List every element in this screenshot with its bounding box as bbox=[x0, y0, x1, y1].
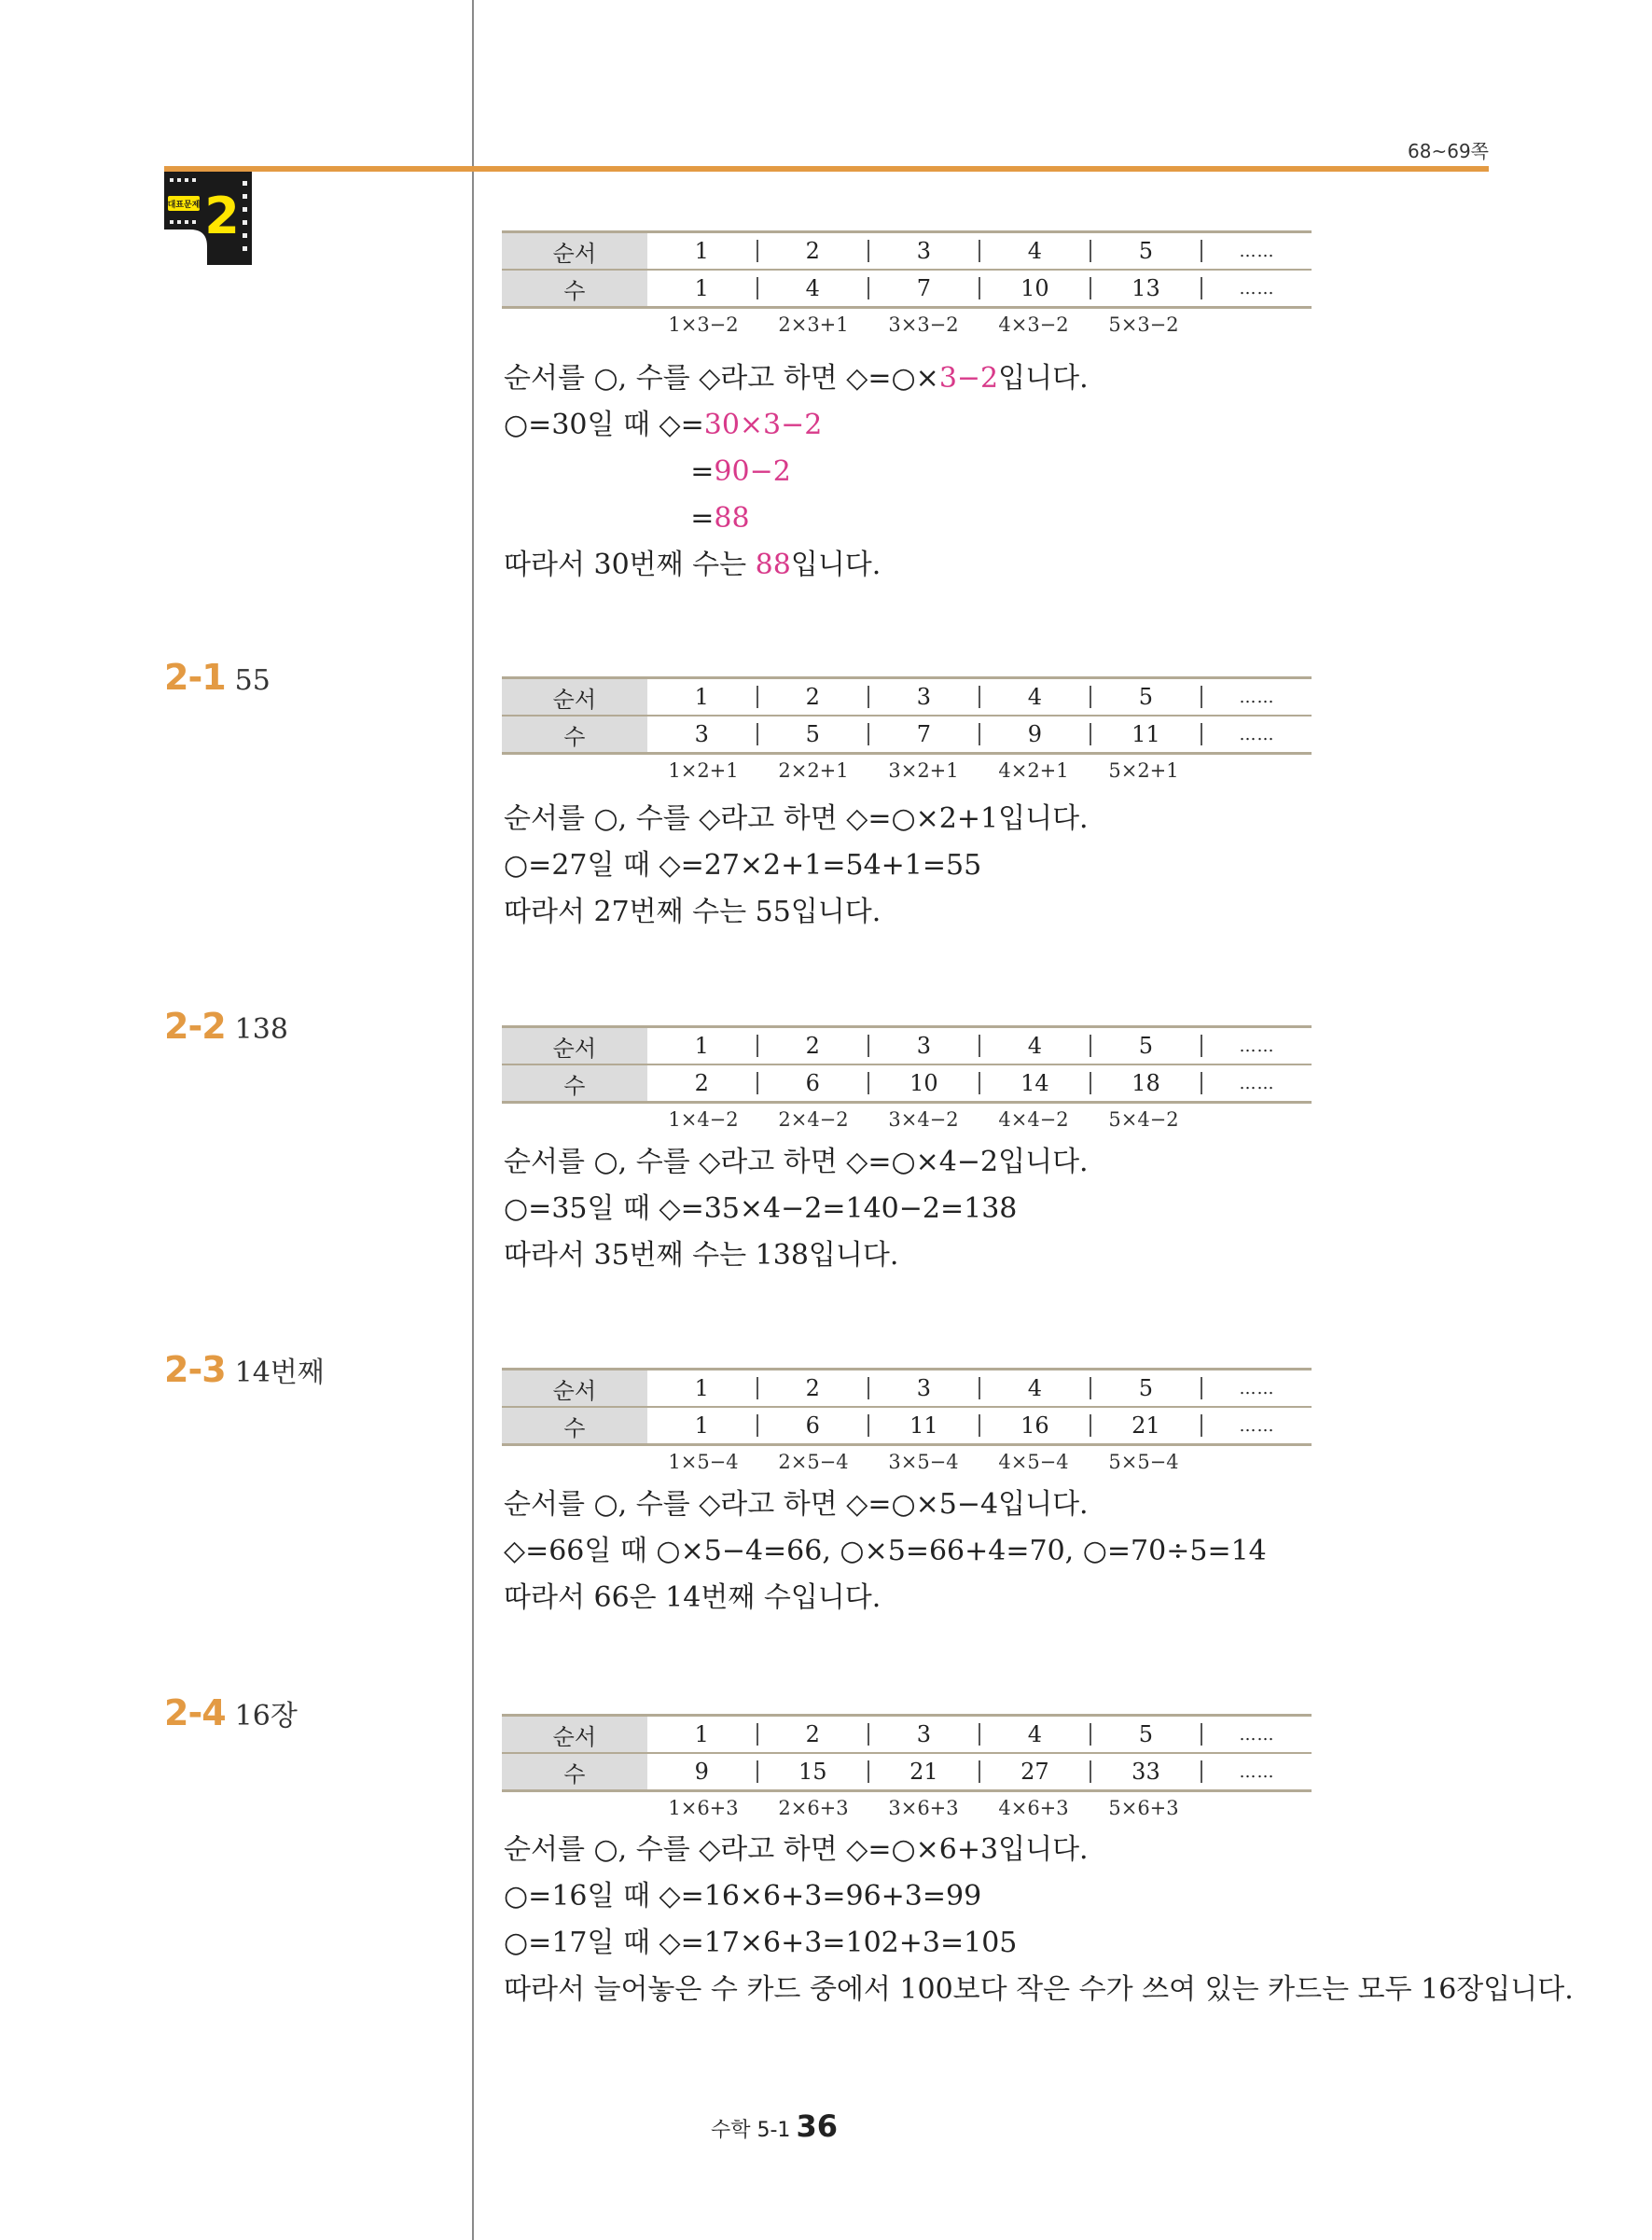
solution-text bbox=[504, 796, 1089, 936]
order-cell: 3 bbox=[869, 686, 980, 708]
solution-line: 순서를 ○, 수를 ◇라고 하면 ◇=○×5−4입니다. bbox=[504, 1488, 1089, 1521]
solution-text bbox=[504, 1482, 1267, 1621]
order-cell: 2 bbox=[758, 1723, 869, 1746]
expression: 2×6+3 bbox=[778, 1797, 849, 1819]
order-cell: 2 bbox=[758, 240, 869, 262]
order-cell: 3 bbox=[869, 240, 980, 262]
solution-line: 순서를 ○, 수를 ◇라고 하면 ◇=○×2+1입니다. bbox=[504, 802, 1089, 835]
subject-label: 수학 5-1 bbox=[711, 2119, 791, 2142]
order-header: 순서 bbox=[502, 679, 647, 715]
problem-label bbox=[164, 1692, 298, 1733]
ellipsis: …… bbox=[1239, 1073, 1275, 1093]
number-cell: 3 bbox=[647, 723, 758, 745]
order-header: 순서 bbox=[502, 1370, 647, 1406]
expression: 1×5−4 bbox=[668, 1451, 739, 1473]
expression: 2×2+1 bbox=[778, 759, 849, 782]
solution-line: 순서를 ○, 수를 ◇라고 하면 ◇=○×4−2입니다. bbox=[504, 1146, 1089, 1178]
number-cell: 15 bbox=[758, 1760, 869, 1783]
order-cell: 5 bbox=[1091, 1723, 1202, 1746]
expression: 3×3−2 bbox=[888, 313, 959, 336]
representative-problem-badge bbox=[164, 172, 252, 265]
answer: 14번째 bbox=[234, 1357, 325, 1389]
number-cell: 11 bbox=[1091, 723, 1202, 745]
order-header: 순서 bbox=[502, 1717, 647, 1752]
order-cell: 3 bbox=[869, 1723, 980, 1746]
solution-line: ○=16일 때 ◇=16×6+3=96+3=99 bbox=[504, 1880, 982, 1913]
expression: 5×6+3 bbox=[1108, 1797, 1179, 1819]
order-cell: 5 bbox=[1091, 1035, 1202, 1057]
number-cell: 7 bbox=[869, 723, 980, 745]
expression-row bbox=[502, 755, 1312, 786]
answer: 138 bbox=[234, 1013, 288, 1046]
solution-line: ◇=66일 때 ○×5−4=66, ○×5=66+4=70, ○=70÷5=14 bbox=[504, 1535, 1267, 1567]
ellipsis: …… bbox=[1239, 241, 1275, 261]
order-cell: 1 bbox=[647, 1377, 758, 1399]
badge-label: 대표문제 bbox=[167, 201, 201, 210]
expression: 2×4−2 bbox=[778, 1108, 849, 1131]
solution-text bbox=[504, 1827, 1574, 2013]
expression: 2×5−4 bbox=[778, 1451, 849, 1473]
order-cell: 5 bbox=[1091, 686, 1202, 708]
solution-line: 따라서 늘어놓은 수 카드 중에서 100보다 작은 수가 쓰여 있는 카드는 모두 16장입니다. bbox=[504, 1973, 1574, 2006]
problem-label bbox=[164, 1349, 325, 1390]
expression-row bbox=[502, 309, 1312, 341]
problem-number: 2-4 bbox=[164, 1692, 226, 1733]
solution-line: =90−2 bbox=[504, 455, 791, 488]
problem-label bbox=[164, 1006, 288, 1047]
expression: 4×6+3 bbox=[998, 1797, 1069, 1819]
ellipsis: …… bbox=[1239, 687, 1275, 707]
solution-text bbox=[504, 355, 1089, 589]
number-cell: 11 bbox=[869, 1414, 980, 1437]
ellipsis: …… bbox=[1239, 1761, 1275, 1782]
ellipsis: …… bbox=[1239, 1036, 1275, 1056]
sequence-table bbox=[502, 1714, 1312, 1824]
order-cell: 5 bbox=[1091, 240, 1202, 262]
badge-number: 2 bbox=[204, 187, 240, 245]
order-cell: 4 bbox=[980, 1377, 1091, 1399]
number-header: 수 bbox=[502, 1065, 647, 1101]
expression: 4×3−2 bbox=[998, 313, 1069, 336]
number-cell: 1 bbox=[647, 1414, 758, 1437]
solution-text bbox=[504, 1139, 1089, 1279]
header-rule bbox=[164, 166, 1489, 172]
order-cell: 4 bbox=[980, 1035, 1091, 1057]
problem-number: 2-3 bbox=[164, 1349, 226, 1390]
number-cell: 10 bbox=[980, 277, 1091, 299]
order-cell: 3 bbox=[869, 1035, 980, 1057]
page-reference: 68~69쪽 bbox=[1408, 140, 1489, 162]
order-cell: 4 bbox=[980, 1723, 1091, 1746]
order-cell: 2 bbox=[758, 686, 869, 708]
order-cell: 1 bbox=[647, 1723, 758, 1746]
center-divider bbox=[472, 0, 474, 2240]
sequence-table bbox=[502, 676, 1312, 786]
expression: 3×2+1 bbox=[888, 759, 959, 782]
expression: 4×5−4 bbox=[998, 1451, 1069, 1473]
solution-line: 따라서 27번째 수는 55입니다. bbox=[504, 896, 882, 928]
expression: 3×5−4 bbox=[888, 1451, 959, 1473]
answer: 16장 bbox=[234, 1700, 298, 1732]
order-header: 순서 bbox=[502, 233, 647, 269]
number-cell: 10 bbox=[869, 1072, 980, 1094]
number-cell: 9 bbox=[647, 1760, 758, 1783]
solution-line: 순서를 ○, 수를 ◇라고 하면 ◇=○×6+3입니다. bbox=[504, 1833, 1089, 1866]
problem-label bbox=[164, 657, 271, 698]
ellipsis: …… bbox=[1239, 278, 1275, 299]
solution-line: 따라서 30번째 수는 88입니다. bbox=[504, 549, 882, 581]
expression-row bbox=[502, 1446, 1312, 1478]
order-cell: 2 bbox=[758, 1377, 869, 1399]
order-cell: 4 bbox=[980, 240, 1091, 262]
number-cell: 21 bbox=[869, 1760, 980, 1783]
expression: 1×3−2 bbox=[668, 313, 739, 336]
expression: 5×3−2 bbox=[1108, 313, 1179, 336]
page-footer bbox=[711, 2108, 838, 2144]
ellipsis: …… bbox=[1239, 1724, 1275, 1745]
expression: 5×2+1 bbox=[1108, 759, 1179, 782]
expression: 2×3+1 bbox=[778, 313, 849, 336]
solution-line: =88 bbox=[504, 502, 750, 535]
solution-line: ○=17일 때 ◇=17×6+3=102+3=105 bbox=[504, 1927, 1018, 1959]
solution-line: 따라서 66은 14번째 수입니다. bbox=[504, 1581, 882, 1614]
solution-line: ○=35일 때 ◇=35×4−2=140−2=138 bbox=[504, 1192, 1018, 1225]
number-cell: 27 bbox=[980, 1760, 1091, 1783]
number-header: 수 bbox=[502, 1408, 647, 1443]
expression: 1×4−2 bbox=[668, 1108, 739, 1131]
order-cell: 3 bbox=[869, 1377, 980, 1399]
sequence-table bbox=[502, 1368, 1312, 1478]
order-header: 순서 bbox=[502, 1028, 647, 1064]
number-cell: 7 bbox=[869, 277, 980, 299]
number-cell: 18 bbox=[1091, 1072, 1202, 1094]
number-cell: 5 bbox=[758, 723, 869, 745]
number-cell: 2 bbox=[647, 1072, 758, 1094]
order-cell: 1 bbox=[647, 1035, 758, 1057]
order-cell: 4 bbox=[980, 686, 1091, 708]
expression: 4×2+1 bbox=[998, 759, 1069, 782]
expression-row bbox=[502, 1792, 1312, 1824]
expression: 5×4−2 bbox=[1108, 1108, 1179, 1131]
expression: 3×6+3 bbox=[888, 1797, 959, 1819]
number-cell: 6 bbox=[758, 1072, 869, 1094]
number-cell: 6 bbox=[758, 1414, 869, 1437]
expression: 1×6+3 bbox=[668, 1797, 739, 1819]
number-cell: 21 bbox=[1091, 1414, 1202, 1437]
sequence-table bbox=[502, 1025, 1312, 1135]
number-header: 수 bbox=[502, 271, 647, 306]
page-number: 36 bbox=[796, 2108, 838, 2144]
number-cell: 33 bbox=[1091, 1760, 1202, 1783]
solution-line: ○=30일 때 ◇=30×3−2 bbox=[504, 409, 823, 441]
number-header: 수 bbox=[502, 1754, 647, 1789]
order-cell: 2 bbox=[758, 1035, 869, 1057]
ellipsis: …… bbox=[1239, 1415, 1275, 1436]
answer: 55 bbox=[234, 664, 271, 697]
number-cell: 1 bbox=[647, 277, 758, 299]
order-cell: 1 bbox=[647, 686, 758, 708]
problem-number: 2-2 bbox=[164, 1006, 226, 1047]
solution-line: 따라서 35번째 수는 138입니다. bbox=[504, 1239, 899, 1272]
number-cell: 9 bbox=[980, 723, 1091, 745]
number-cell: 13 bbox=[1091, 277, 1202, 299]
number-header: 수 bbox=[502, 717, 647, 752]
expression-row bbox=[502, 1104, 1312, 1135]
number-cell: 16 bbox=[980, 1414, 1091, 1437]
expression: 3×4−2 bbox=[888, 1108, 959, 1131]
order-cell: 1 bbox=[647, 240, 758, 262]
ellipsis: …… bbox=[1239, 724, 1275, 744]
problem-number: 2-1 bbox=[164, 657, 226, 698]
solution-line: ○=27일 때 ◇=27×2+1=54+1=55 bbox=[504, 849, 982, 882]
number-cell: 4 bbox=[758, 277, 869, 299]
ellipsis: …… bbox=[1239, 1378, 1275, 1398]
solution-line: 순서를 ○, 수를 ◇라고 하면 ◇=○×3−2입니다. bbox=[504, 362, 1089, 395]
sequence-table bbox=[502, 230, 1312, 341]
expression: 4×4−2 bbox=[998, 1108, 1069, 1131]
number-cell: 14 bbox=[980, 1072, 1091, 1094]
order-cell: 5 bbox=[1091, 1377, 1202, 1399]
expression: 1×2+1 bbox=[668, 759, 739, 782]
expression: 5×5−4 bbox=[1108, 1451, 1179, 1473]
